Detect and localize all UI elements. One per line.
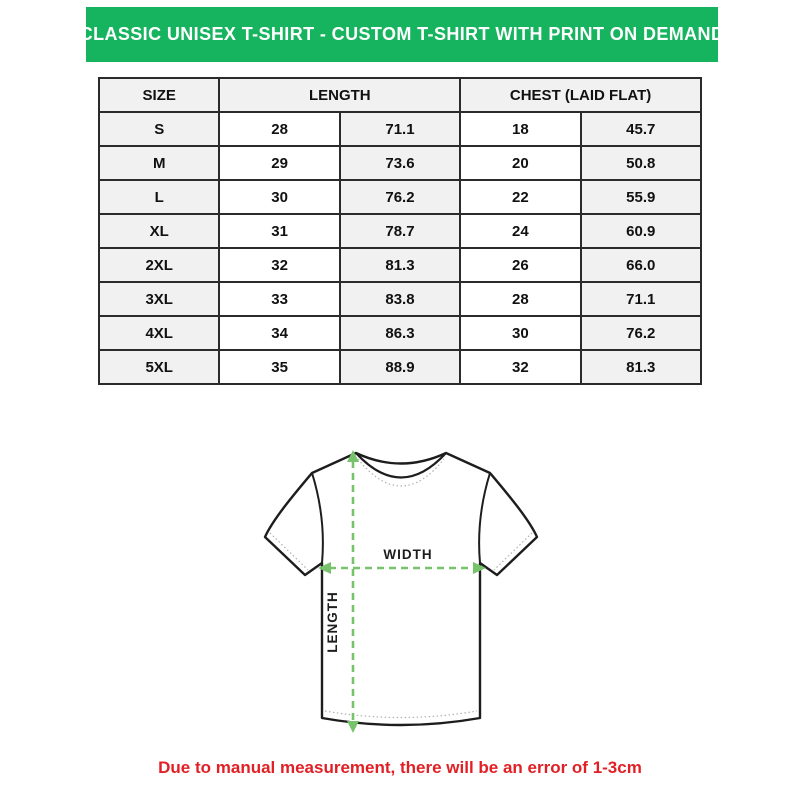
- table-row: [99, 350, 701, 384]
- chest-inches-cell: 26: [460, 248, 580, 282]
- length-inches-cell: 32: [219, 248, 339, 282]
- column-header-size: SIZE: [99, 78, 219, 112]
- length-cm-cell: 81.3: [340, 248, 460, 282]
- table-row: [99, 180, 701, 214]
- chest-cm-cell: 66.0: [581, 248, 701, 282]
- width-arrow-label: WIDTH: [383, 547, 433, 562]
- measurement-disclaimer: Due to manual measurement, there will be an error of 1-3cm: [158, 758, 642, 777]
- chest-inches-cell: 18: [460, 112, 580, 146]
- column-header-length: LENGTH: [219, 78, 460, 112]
- size-cell: 5XL: [99, 350, 219, 384]
- length-inches-cell: 35: [219, 350, 339, 384]
- table-row: [99, 282, 701, 316]
- table-row: [99, 112, 701, 146]
- length-inches-cell: 31: [219, 214, 339, 248]
- length-cm-cell: 73.6: [340, 146, 460, 180]
- chest-inches-cell: 24: [460, 214, 580, 248]
- size-cell: 3XL: [99, 282, 219, 316]
- size-chart-table: [98, 77, 702, 385]
- column-header-chest: CHEST (LAID FLAT): [460, 78, 701, 112]
- length-cm-cell: 71.1: [340, 112, 460, 146]
- tshirt-outline: [265, 453, 537, 725]
- length-cm-cell: 76.2: [340, 180, 460, 214]
- chest-inches-cell: 30: [460, 316, 580, 350]
- chest-cm-cell: 71.1: [581, 282, 701, 316]
- size-cell: XL: [99, 214, 219, 248]
- length-inches-cell: 30: [219, 180, 339, 214]
- table-row: [99, 146, 701, 180]
- chest-cm-cell: 50.8: [581, 146, 701, 180]
- chest-inches-cell: 32: [460, 350, 580, 384]
- length-cm-cell: 78.7: [340, 214, 460, 248]
- table-row: [99, 248, 701, 282]
- length-cm-cell: 83.8: [340, 282, 460, 316]
- tshirt-measurement-diagram: [240, 430, 560, 750]
- size-cell: 4XL: [99, 316, 219, 350]
- length-cm-cell: 88.9: [340, 350, 460, 384]
- chest-inches-cell: 20: [460, 146, 580, 180]
- chest-inches-cell: 22: [460, 180, 580, 214]
- table-row: [99, 214, 701, 248]
- length-inches-cell: 34: [219, 316, 339, 350]
- length-arrowhead-bottom: [347, 721, 359, 733]
- chest-inches-cell: 28: [460, 282, 580, 316]
- chest-cm-cell: 45.7: [581, 112, 701, 146]
- chest-cm-cell: 76.2: [581, 316, 701, 350]
- length-arrow-label: LENGTH: [325, 591, 340, 653]
- size-cell: S: [99, 112, 219, 146]
- tshirt-diagram-svg: [240, 430, 560, 750]
- chest-cm-cell: 60.9: [581, 214, 701, 248]
- size-cell: 2XL: [99, 248, 219, 282]
- title-banner: [79, 7, 725, 62]
- length-inches-cell: 28: [219, 112, 339, 146]
- length-cm-cell: 86.3: [340, 316, 460, 350]
- chest-cm-cell: 81.3: [581, 350, 701, 384]
- size-cell: L: [99, 180, 219, 214]
- header-row: [99, 78, 701, 112]
- size-chart-section: [98, 77, 702, 385]
- size-cell: M: [99, 146, 219, 180]
- table-row: [99, 316, 701, 350]
- length-inches-cell: 29: [219, 146, 339, 180]
- length-inches-cell: 33: [219, 282, 339, 316]
- page-title: CLASSIC UNISEX T-SHIRT - CUSTOM T-SHIRT WITH PRINT ON DEMAND: [79, 24, 725, 44]
- chest-cm-cell: 55.9: [581, 180, 701, 214]
